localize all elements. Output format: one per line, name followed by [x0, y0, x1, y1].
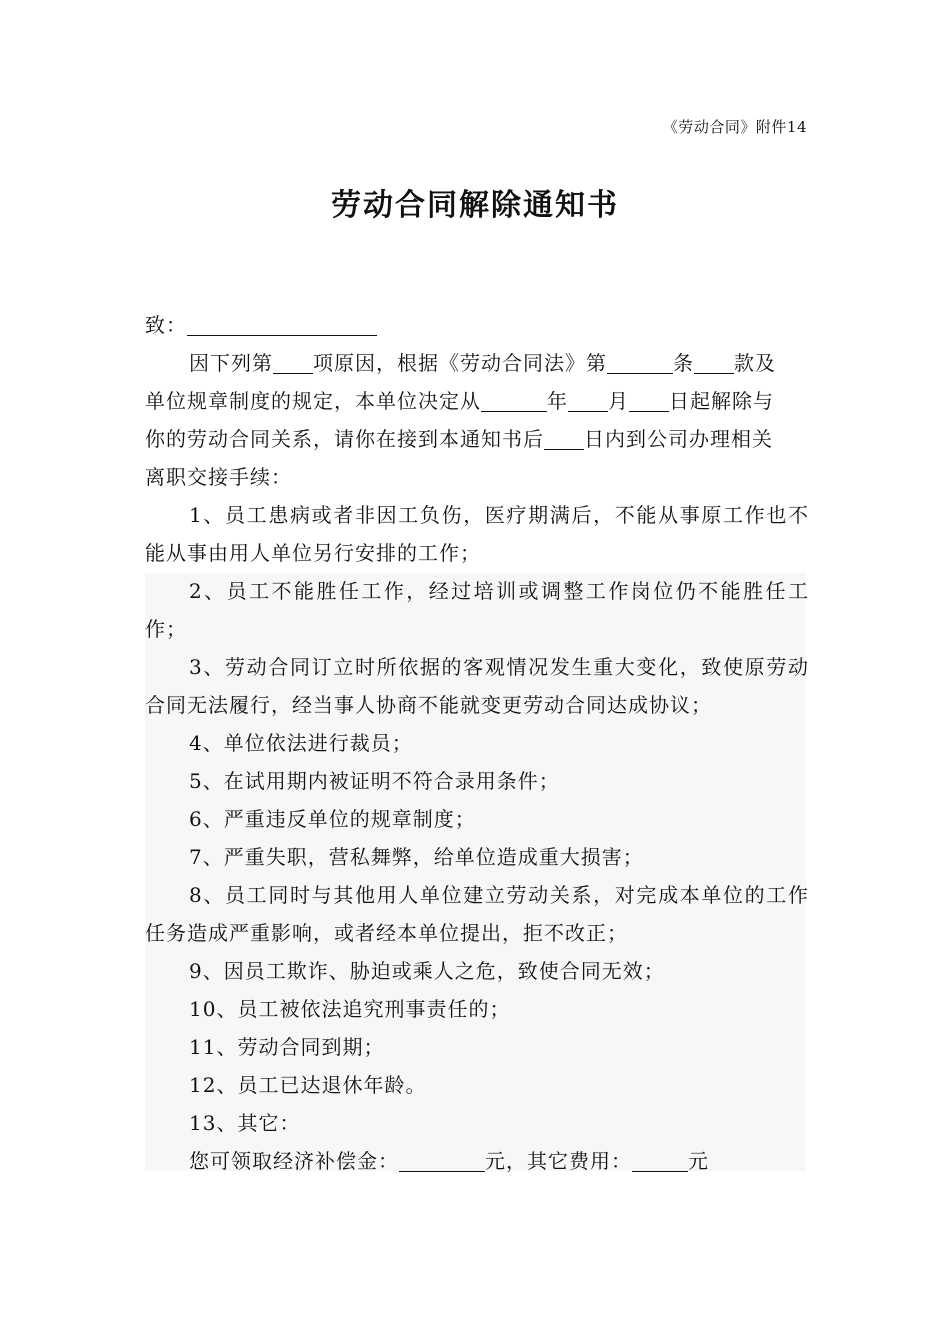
article-blank[interactable]	[607, 351, 673, 374]
reason-item-8: 8、员工同时与其他用人单位建立劳动关系，对完成本单位的工作任务造成严重影响，或者经本单位提出，拒不改正；	[145, 883, 809, 945]
reason-item-13: 13、其它：	[189, 1111, 301, 1135]
intro-text: 日内到公司办理相关	[584, 427, 773, 451]
attachment-note: 《劳动合同》附件14	[662, 118, 807, 136]
intro-line-4: 离职交接手续：	[145, 465, 292, 489]
reason-item-1: 1、员工患病或者非因工负伤，医疗期满后，不能从事原工作也不能从事由用人单位另行安排的工作；	[145, 503, 809, 565]
reason-item-2: 2、员工不能胜任工作，经过培训或调整工作岗位仍不能胜任工作；	[145, 579, 809, 641]
clause-blank[interactable]	[694, 351, 734, 374]
month-blank[interactable]	[568, 389, 608, 412]
recipient-line	[145, 306, 809, 344]
intro-line-3	[145, 420, 809, 458]
recipient-blank[interactable]	[187, 313, 377, 336]
intro-line-1	[145, 344, 809, 382]
intro-text: 款及	[734, 351, 776, 375]
reason-item-11: 11、劳动合同到期；	[189, 1035, 385, 1059]
reason-item-12: 12、员工已达退休年龄。	[189, 1073, 427, 1097]
year-blank[interactable]	[481, 389, 547, 412]
reason-item-5: 5、在试用期内被证明不符合录用条件；	[189, 769, 560, 793]
intro-text: 因下列第	[189, 351, 273, 375]
intro-text: 年	[547, 389, 568, 413]
intro-text: 项原因，根据《劳动合同法》第	[313, 351, 607, 375]
document-title: 劳动合同解除通知书	[331, 188, 619, 223]
compensation-amount-blank[interactable]	[399, 1149, 485, 1172]
reason-item-3: 3、劳动合同订立时所依据的客观情况发生重大变化，致使原劳动合同无法履行，经当事人协商不能就变更劳动合同达成协议；	[145, 655, 809, 717]
intro-text: 单位规章制度的规定，本单位决定从	[145, 389, 481, 413]
compensation-line	[145, 1142, 809, 1180]
reason-item-7: 7、严重失职，营私舞弊，给单位造成重大损害；	[189, 845, 644, 869]
compensation-text: 元，其它费用：	[485, 1149, 632, 1173]
other-fees-blank[interactable]	[632, 1149, 688, 1172]
intro-text: 日起解除与	[669, 389, 774, 413]
reason-item-10: 10、员工被依法追究刑事责任的；	[189, 997, 511, 1021]
intro-text: 月	[608, 389, 629, 413]
to-label: 致：	[145, 313, 187, 337]
intro-line-2	[145, 382, 809, 420]
reason-item-6: 6、严重违反单位的规章制度；	[189, 807, 476, 831]
reason-item-4: 4、单位依法进行裁员；	[189, 731, 413, 755]
days-blank[interactable]	[544, 427, 584, 450]
reason-number-blank[interactable]	[273, 351, 313, 374]
notice-body	[145, 306, 809, 1180]
compensation-label: 您可领取经济补偿金：	[189, 1149, 399, 1173]
day-blank[interactable]	[629, 389, 669, 412]
compensation-text: 元	[688, 1149, 709, 1173]
intro-text: 条	[673, 351, 694, 375]
reason-item-9: 9、因员工欺诈、胁迫或乘人之危，致使合同无效；	[189, 959, 665, 983]
intro-text: 你的劳动合同关系，请你在接到本通知书后	[145, 427, 544, 451]
